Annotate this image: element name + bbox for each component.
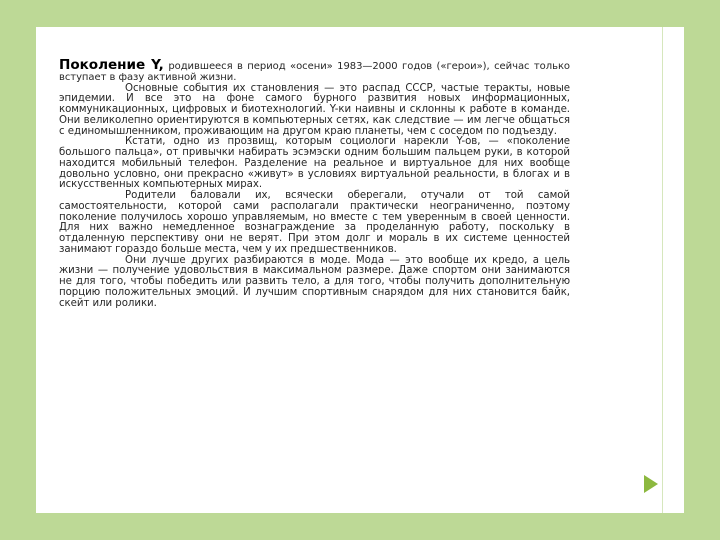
heading: Поколение Y, xyxy=(59,57,164,73)
body-text xyxy=(59,57,570,309)
paragraph-fashion: Они лучше других разбираются в моде. Мода — это вообще их кредо, а цель жизни — получение удовольствия в максимальном размере. Даже спортом они занимаются не для того, чтобы победить или развить тело, а для того, чтобы получить дополнительную порцию положительных эмоций. И лучшим спортивным снарядом для них становится байк, скейт или ролики. xyxy=(59,254,570,309)
intro-text: родившееся в период «осени» 1983—2000 годов («герои»), сейчас только вступает в фазу активной жизни. xyxy=(59,61,570,83)
intro-paragraph xyxy=(59,57,570,84)
paragraph-parents: Родители баловали их, всячески оберегали, отучали от той самой самостоятельности, которой сами располагали практически неограниченно, поэтому поколение получилось хорошо управляемым, но вместе с тем уверенным в своей ценности. Для них важно немедленное вознаграждение за проделанную работу, поскольку в отдаленную перспективу они не верят. При этом долг и мораль в их системе ценностей занимают гораздо больше места, чем у их предшественников. xyxy=(59,190,570,255)
triangle-bullet-icon xyxy=(644,475,658,493)
paragraph-thumb-generation: Кстати, одно из прозвищ, которым социологи нарекли Y-ов, — «поколение большого пальца», от привычки набирать эсэмэски одним большим пальцем руки, в которой находится мобильный телефон. Разделение на реальное и виртуальное для них вообще довольно условно, они прекрасно «живут» в условиях виртуальной реальности, в блогах и в искусственных компьютерных мирах. xyxy=(59,136,570,191)
paragraph-events: Основные события их становления — это распад СССР, частые теракты, новые эпидемии. И все это на фоне самого бурного развития новых информационных, коммуникационных, цифровых и биотехнологий. Y-ки наивны и склонны к работе в команде. Они великолепно ориентируются в компьютерных сетях, как следствие — им легче общаться с единомышленником, проживающим на другом краю планеты, чем с соседом по подъезду. xyxy=(59,82,570,137)
slide-divider-line xyxy=(662,27,663,513)
